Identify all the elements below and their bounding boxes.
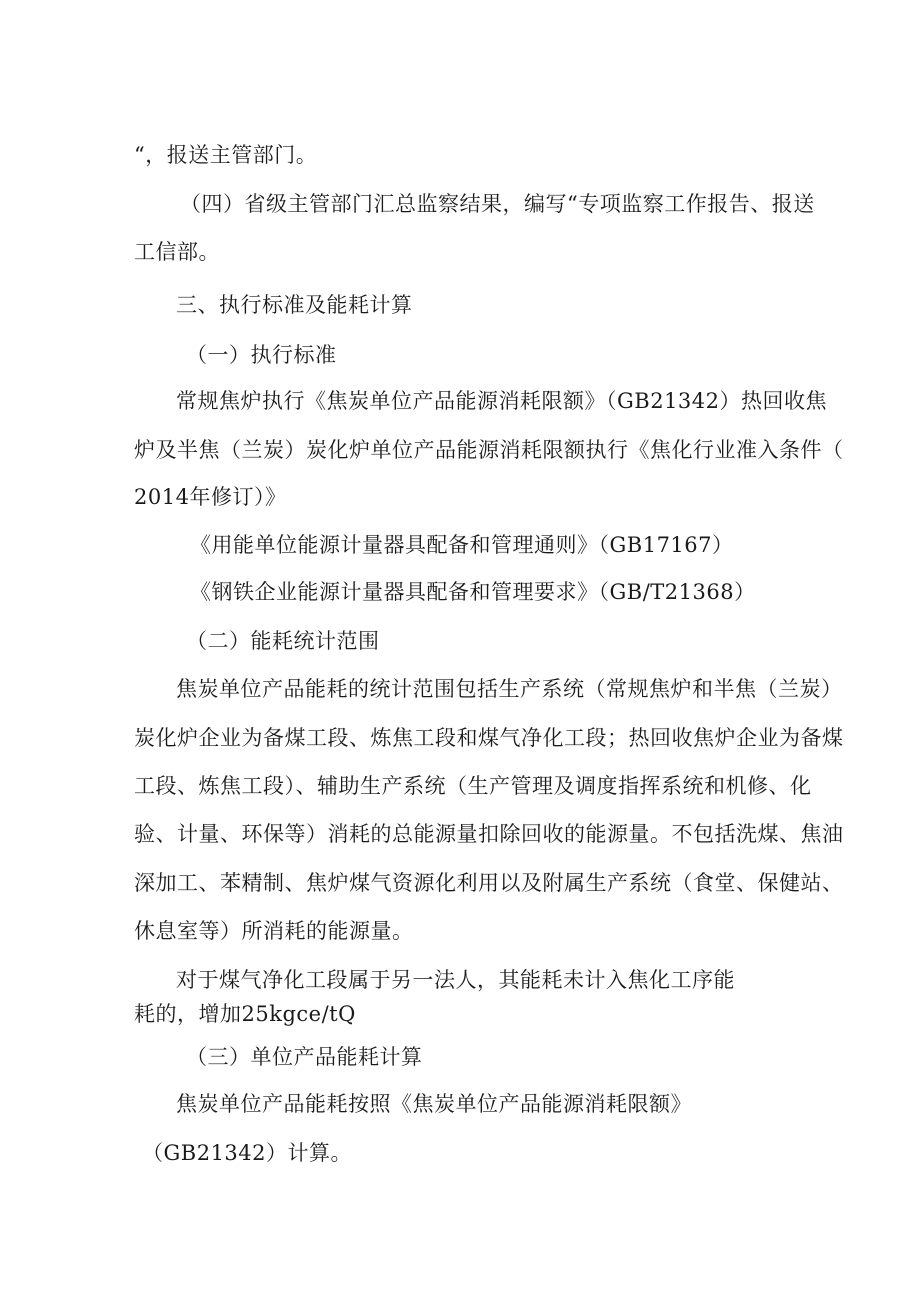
text-line: 《钢铁企业能源计量器具配备和管理要求》（GB/T21368）	[190, 580, 756, 604]
text-line: 验、计量、环保等）消耗的总能源量扣除回收的能源量。不包括洗煤、焦油	[134, 822, 844, 846]
subsection-heading: （一）执行标准	[186, 343, 337, 367]
subsection-heading: （三）单位产品能耗计算	[186, 1045, 423, 1069]
text-line: 休息室等）所消耗的能源量。	[134, 919, 414, 943]
text-line: 工信部。	[134, 240, 220, 264]
text-line: 深加工、苯精制、焦炉煤气资源化利用以及附属生产系统（食堂、保健站、	[134, 871, 844, 895]
text-line: 炭化炉企业为备煤工段、炼焦工段和煤气净化工段；热回收焦炉企业为备煤	[134, 726, 844, 750]
text-line: 《用能单位能源计量器具配备和管理通则》（GB17167）	[190, 533, 734, 557]
text-line: 焦炭单位产品能耗的统计范围包括生产系统（常规焦炉和半焦（兰炭）	[176, 677, 843, 701]
text-line: 焦炭单位产品能耗按照《焦炭单位产品能源消耗限额》	[176, 1092, 692, 1116]
text-line: 对于煤气净化工段属于另一法人，其能耗未计入焦化工序能	[176, 968, 735, 992]
text-line: “，报送主管部门。	[134, 143, 318, 167]
text-line: 工段、炼焦工段）、辅助生产系统（生产管理及调度指挥系统和机修、化	[134, 774, 812, 798]
text-line: （四）省级主管部门汇总监察结果，编写“专项监察工作报告、报送	[180, 192, 815, 216]
text-line: （GB21342）计算。	[142, 1141, 353, 1165]
text-line: 炉及半焦（兰炭）炭化炉单位产品能源消耗限额执行《焦化行业准入条件（	[134, 438, 844, 462]
text-line: 常规焦炉执行《焦炭单位产品能源消耗限额》（GB21342）热回收焦	[176, 389, 828, 413]
subsection-heading: （二）能耗统计范围	[186, 629, 380, 653]
text-line: 耗的，增加25kgce/tQ	[134, 1002, 356, 1026]
section-heading: 三、执行标准及能耗计算	[176, 293, 413, 317]
text-line: 2014年修订）》	[134, 485, 287, 509]
